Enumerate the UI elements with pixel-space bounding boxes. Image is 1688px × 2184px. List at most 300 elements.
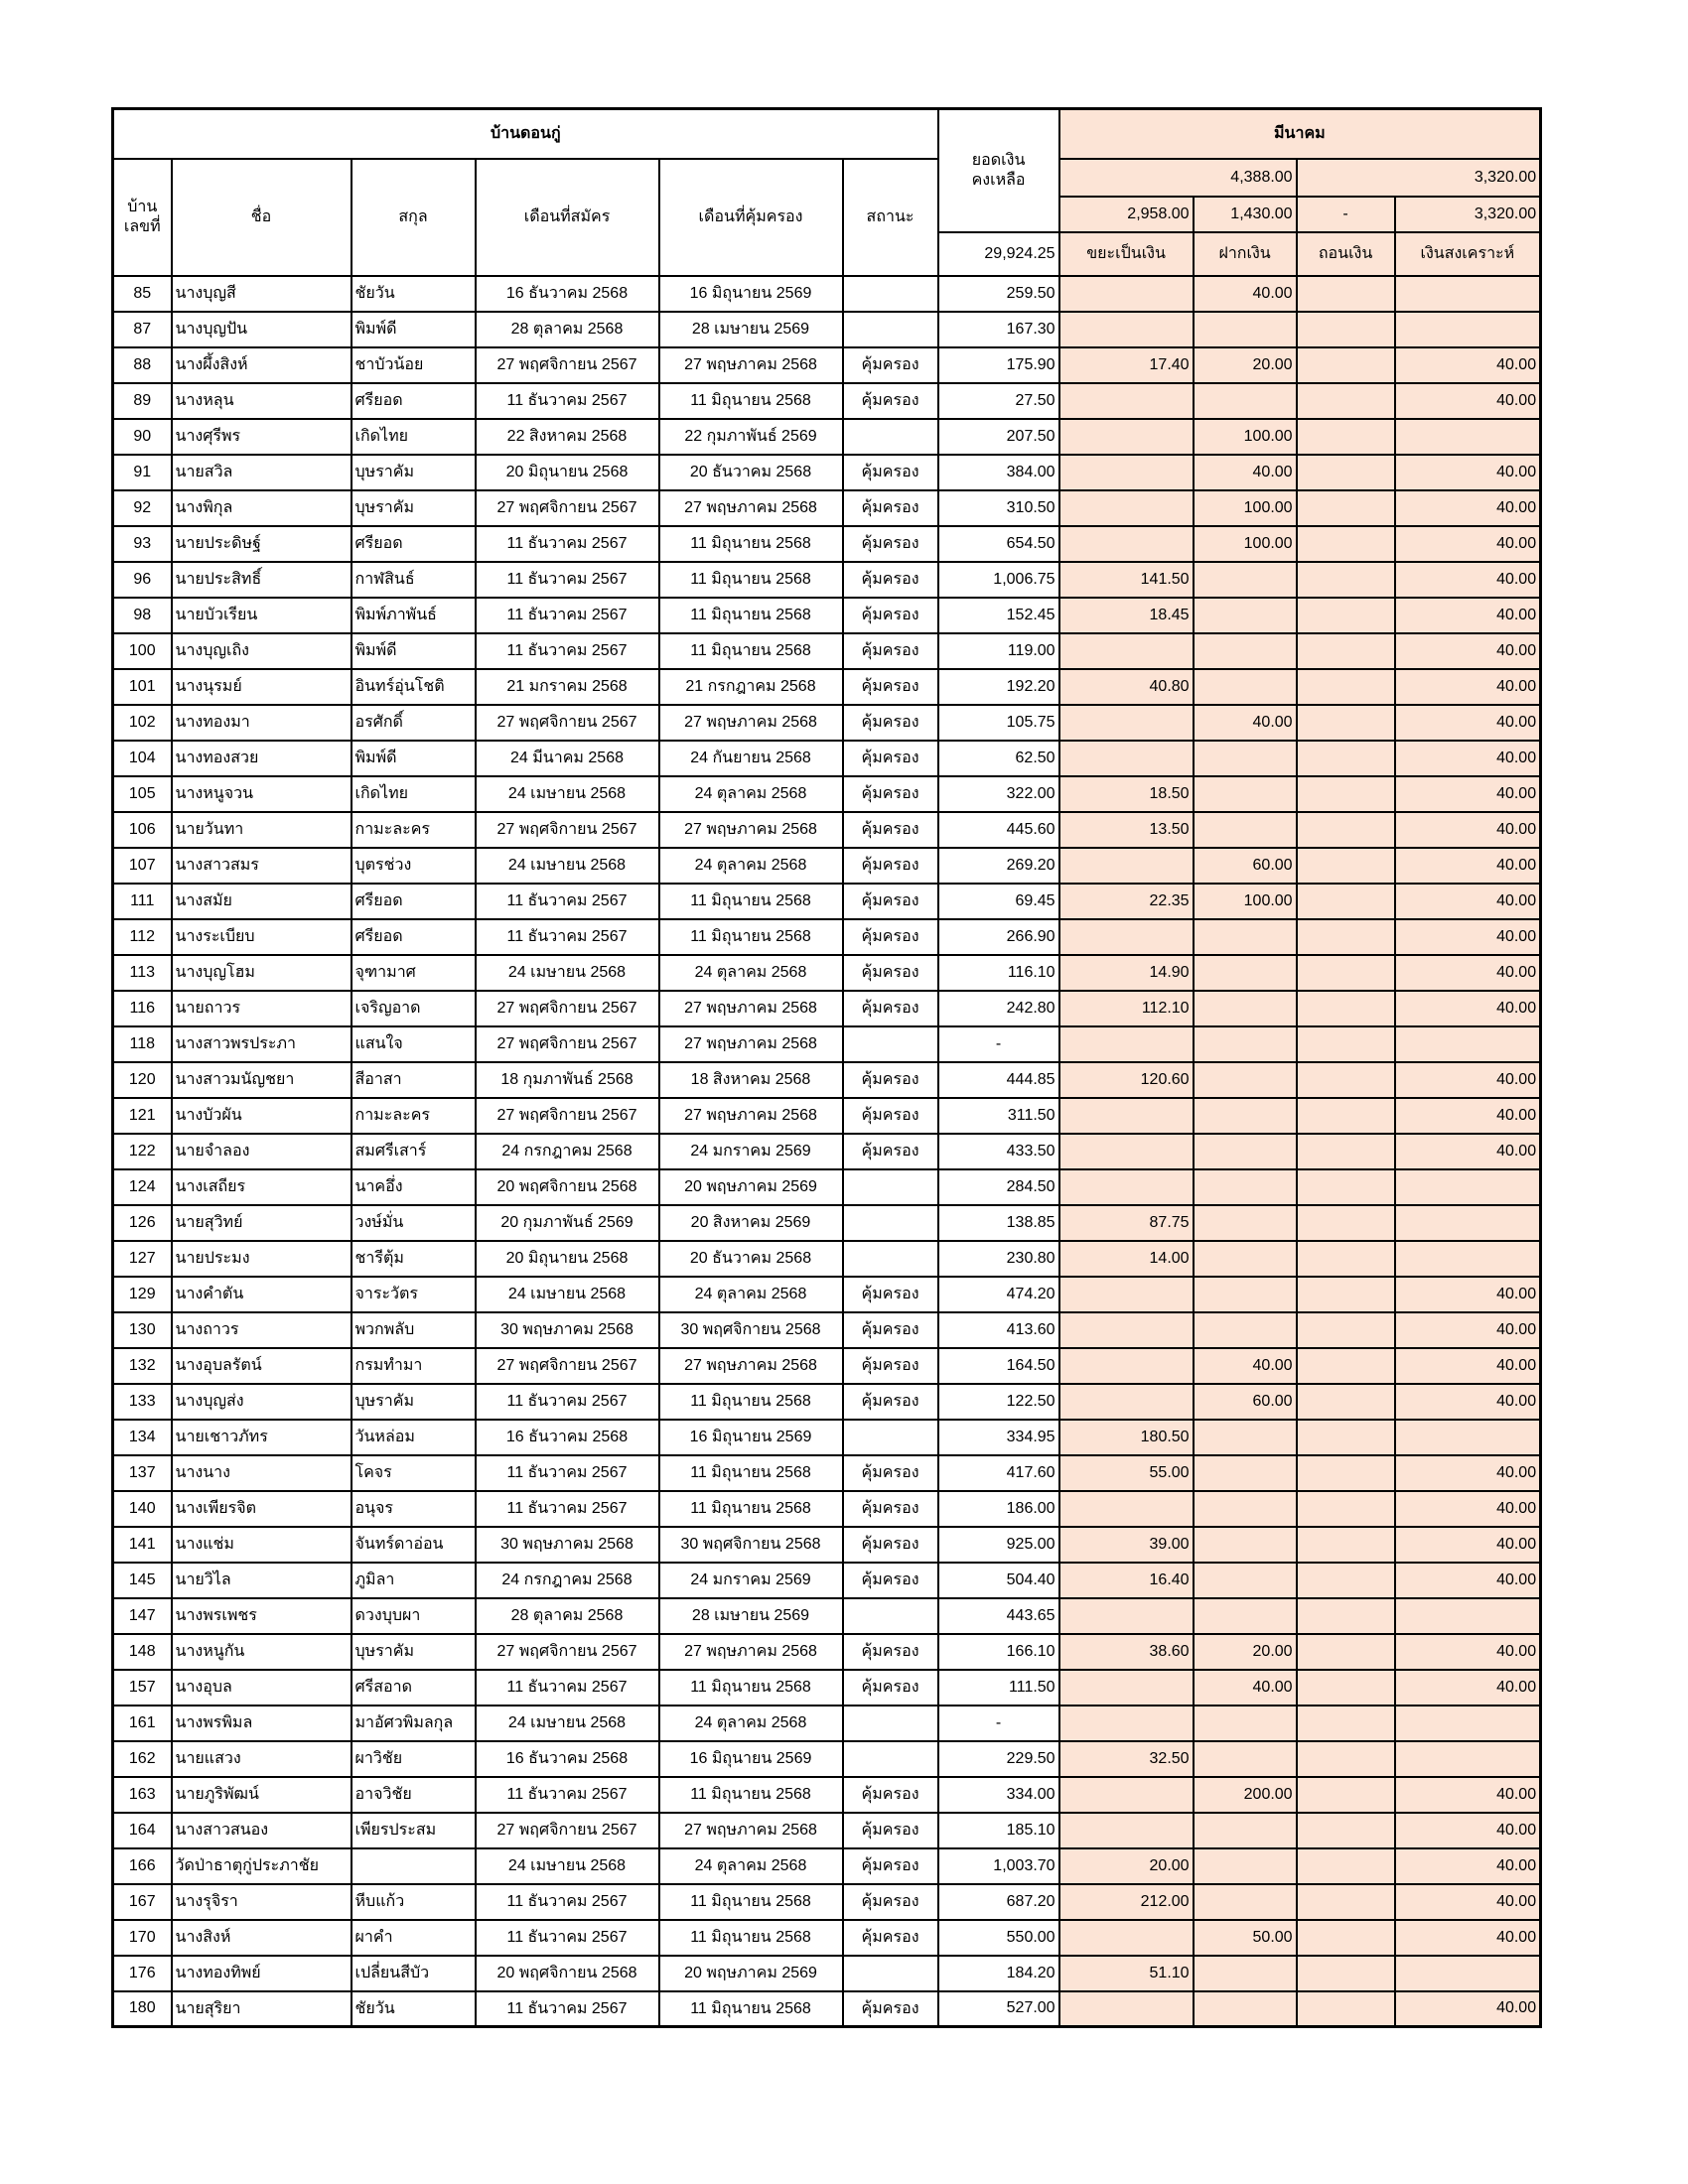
cell-last-name: จาระวัตร	[352, 1277, 476, 1312]
cell-deposit: 40.00	[1194, 705, 1297, 741]
cell-status: คุ้มครอง	[843, 1813, 938, 1848]
cell-welfare: 40.00	[1395, 347, 1541, 383]
cell-waste-money	[1059, 1169, 1194, 1205]
cell-deposit: 40.00	[1194, 455, 1297, 490]
cell-cover-month: 11 มิถุนายน 2568	[659, 598, 843, 633]
cell-last-name: บุตรช่วง	[352, 848, 476, 884]
cell-house-no: 122	[113, 1134, 172, 1169]
cell-cover-month: 11 มิถุนายน 2568	[659, 919, 843, 955]
cell-balance: 322.00	[938, 776, 1059, 812]
cell-withdraw	[1297, 347, 1395, 383]
cell-first-name: นายประสิทธิ์	[172, 562, 352, 598]
cell-waste-money	[1059, 1384, 1194, 1420]
cell-cover-month: 11 มิถุนายน 2568	[659, 1455, 843, 1491]
cell-waste-money: 180.50	[1059, 1420, 1194, 1455]
cell-waste-money: 40.80	[1059, 669, 1194, 705]
col-header-apply-month: เดือนที่สมัคร	[476, 159, 659, 276]
cell-welfare: 40.00	[1395, 955, 1541, 991]
cell-cover-month: 22 กุมภาพันธ์ 2569	[659, 419, 843, 455]
cell-house-no: 85	[113, 276, 172, 312]
cell-withdraw	[1297, 1169, 1395, 1205]
cell-status: คุ้มครอง	[843, 1527, 938, 1563]
page-title: บ้านดอนกู่	[113, 109, 938, 159]
cell-welfare: 40.00	[1395, 991, 1541, 1026]
cell-deposit: 60.00	[1194, 1384, 1297, 1420]
cell-withdraw	[1297, 1241, 1395, 1277]
cell-deposit	[1194, 1527, 1297, 1563]
cell-cover-month: 11 มิถุนายน 2568	[659, 1491, 843, 1527]
cell-last-name: พิมพ์ดี	[352, 741, 476, 776]
cell-deposit	[1194, 1205, 1297, 1241]
cell-deposit	[1194, 1491, 1297, 1527]
cell-apply-month: 24 กรกฎาคม 2568	[476, 1563, 659, 1598]
cell-welfare: 40.00	[1395, 1312, 1541, 1348]
subtotal-welfare: 3,320.00	[1395, 197, 1541, 232]
cell-balance: 266.90	[938, 919, 1059, 955]
cell-withdraw	[1297, 1991, 1395, 2027]
cell-welfare	[1395, 1026, 1541, 1062]
cell-balance: 164.50	[938, 1348, 1059, 1384]
cell-deposit	[1194, 919, 1297, 955]
cell-deposit	[1194, 1026, 1297, 1062]
cell-waste-money	[1059, 848, 1194, 884]
cell-withdraw	[1297, 598, 1395, 633]
cell-apply-month: 21 มกราคม 2568	[476, 669, 659, 705]
cell-welfare	[1395, 419, 1541, 455]
cell-balance: -	[938, 1706, 1059, 1741]
cell-last-name: หีบแก้ว	[352, 1884, 476, 1920]
cell-balance: 230.80	[938, 1241, 1059, 1277]
col-header-cover-month: เดือนที่คุ้มครอง	[659, 159, 843, 276]
cell-status: คุ้มครอง	[843, 1920, 938, 1956]
cell-status: คุ้มครอง	[843, 1062, 938, 1098]
cell-waste-money	[1059, 276, 1194, 312]
table-row	[113, 455, 1541, 490]
cell-deposit: 20.00	[1194, 1634, 1297, 1670]
cell-welfare: 40.00	[1395, 1384, 1541, 1420]
cell-welfare	[1395, 1241, 1541, 1277]
cell-withdraw	[1297, 1920, 1395, 1956]
cell-status	[843, 1169, 938, 1205]
cell-status: คุ้มครอง	[843, 669, 938, 705]
cell-waste-money: 18.50	[1059, 776, 1194, 812]
cell-status: คุ้มครอง	[843, 1563, 938, 1598]
cell-first-name: นายสวิล	[172, 455, 352, 490]
cell-waste-money: 22.35	[1059, 884, 1194, 919]
cell-cover-month: 11 มิถุนายน 2568	[659, 1920, 843, 1956]
cell-status: คุ้มครอง	[843, 1384, 938, 1420]
cell-deposit	[1194, 741, 1297, 776]
cell-house-no: 129	[113, 1277, 172, 1312]
table-row	[113, 848, 1541, 884]
cell-last-name: มาอัศวพิมลกุล	[352, 1706, 476, 1741]
cell-deposit	[1194, 1848, 1297, 1884]
cell-last-name: ศรีสอาด	[352, 1670, 476, 1706]
cell-last-name: กามะละคร	[352, 1098, 476, 1134]
cell-last-name: บุษราคัม	[352, 1634, 476, 1670]
cell-balance: 474.20	[938, 1277, 1059, 1312]
table-row	[113, 1527, 1541, 1563]
cell-last-name: ภูมิลา	[352, 1563, 476, 1598]
cell-status	[843, 1741, 938, 1777]
cell-withdraw	[1297, 741, 1395, 776]
cell-last-name: นาคอึ่ง	[352, 1169, 476, 1205]
cell-status: คุ้มครอง	[843, 1848, 938, 1884]
cell-deposit	[1194, 955, 1297, 991]
cell-deposit	[1194, 1241, 1297, 1277]
subtotal-withdraw: -	[1297, 197, 1395, 232]
cell-waste-money	[1059, 741, 1194, 776]
cell-withdraw	[1297, 1527, 1395, 1563]
cell-welfare: 40.00	[1395, 776, 1541, 812]
cell-house-no: 166	[113, 1848, 172, 1884]
cell-apply-month: 11 ธันวาคม 2567	[476, 1884, 659, 1920]
cell-welfare: 40.00	[1395, 1134, 1541, 1169]
table-row	[113, 1884, 1541, 1920]
cell-first-name: นางระเบียบ	[172, 919, 352, 955]
cell-last-name: กรมทำมา	[352, 1348, 476, 1384]
table-row	[113, 1134, 1541, 1169]
cell-last-name: วันหล่อม	[352, 1420, 476, 1455]
cell-apply-month: 24 เมษายน 2568	[476, 1706, 659, 1741]
cell-withdraw	[1297, 884, 1395, 919]
cell-house-no: 145	[113, 1563, 172, 1598]
cell-status: คุ้มครอง	[843, 741, 938, 776]
cell-house-no: 133	[113, 1384, 172, 1420]
cell-status: คุ้มครอง	[843, 383, 938, 419]
cell-last-name: สีอาสา	[352, 1062, 476, 1098]
cell-balance: 417.60	[938, 1455, 1059, 1491]
cell-waste-money	[1059, 490, 1194, 526]
cell-waste-money: 112.10	[1059, 991, 1194, 1026]
cell-withdraw	[1297, 1348, 1395, 1384]
cell-welfare: 40.00	[1395, 1777, 1541, 1813]
cell-waste-money	[1059, 1920, 1194, 1956]
cell-status: คุ้มครอง	[843, 347, 938, 383]
cell-apply-month: 24 กรกฎาคม 2568	[476, 1134, 659, 1169]
cell-last-name: ผาวิชัย	[352, 1741, 476, 1777]
cell-withdraw	[1297, 1491, 1395, 1527]
cell-balance: 1,006.75	[938, 562, 1059, 598]
cell-status: คุ้มครอง	[843, 848, 938, 884]
table-row	[113, 1813, 1541, 1848]
cell-cover-month: 11 มิถุนายน 2568	[659, 383, 843, 419]
cell-first-name: นางพิกุล	[172, 490, 352, 526]
cell-waste-money	[1059, 526, 1194, 562]
cell-first-name: นางสิงห์	[172, 1920, 352, 1956]
cell-house-no: 91	[113, 455, 172, 490]
cell-waste-money	[1059, 633, 1194, 669]
cell-last-name: อนุจร	[352, 1491, 476, 1527]
table-row	[113, 1348, 1541, 1384]
cell-apply-month: 18 กุมภาพันธ์ 2568	[476, 1062, 659, 1098]
table-row	[113, 776, 1541, 812]
cell-deposit	[1194, 1741, 1297, 1777]
cell-house-no: 101	[113, 669, 172, 705]
cell-first-name: นางพรพิมล	[172, 1706, 352, 1741]
cell-first-name: นางหนูจวน	[172, 776, 352, 812]
table-row	[113, 1991, 1541, 2027]
cell-withdraw	[1297, 991, 1395, 1026]
cell-house-no: 107	[113, 848, 172, 884]
cell-first-name: นางสาวสมร	[172, 848, 352, 884]
cell-apply-month: 27 พฤศจิกายน 2567	[476, 1813, 659, 1848]
cell-last-name: ดวงบุบผา	[352, 1598, 476, 1634]
cell-balance: 138.85	[938, 1205, 1059, 1241]
cell-last-name: ศรียอด	[352, 526, 476, 562]
table-row	[113, 383, 1541, 419]
cell-apply-month: 11 ธันวาคม 2567	[476, 1920, 659, 1956]
cell-apply-month: 11 ธันวาคม 2567	[476, 562, 659, 598]
cell-first-name: นางนาง	[172, 1455, 352, 1491]
cell-deposit	[1194, 1098, 1297, 1134]
cell-cover-month: 16 มิถุนายน 2569	[659, 276, 843, 312]
cell-deposit	[1194, 1884, 1297, 1920]
cell-welfare	[1395, 1420, 1541, 1455]
cell-withdraw	[1297, 1884, 1395, 1920]
cell-withdraw	[1297, 848, 1395, 884]
cell-balance: 504.40	[938, 1563, 1059, 1598]
cell-last-name: เกิดไทย	[352, 776, 476, 812]
cell-balance: 175.90	[938, 347, 1059, 383]
cell-first-name: นางบุญเถิง	[172, 633, 352, 669]
cell-cover-month: 30 พฤศจิกายน 2568	[659, 1527, 843, 1563]
cell-apply-month: 24 มีนาคม 2568	[476, 741, 659, 776]
cell-withdraw	[1297, 1813, 1395, 1848]
cell-first-name: นางอุบล	[172, 1670, 352, 1706]
cell-last-name: ศรียอด	[352, 919, 476, 955]
cell-deposit	[1194, 1563, 1297, 1598]
cell-welfare	[1395, 1598, 1541, 1634]
cell-withdraw	[1297, 1848, 1395, 1884]
cell-deposit	[1194, 991, 1297, 1026]
cell-waste-money: 141.50	[1059, 562, 1194, 598]
table-row	[113, 1634, 1541, 1670]
cell-apply-month: 27 พฤศจิกายน 2567	[476, 1098, 659, 1134]
cell-house-no: 120	[113, 1062, 172, 1098]
cell-status: คุ้มครอง	[843, 633, 938, 669]
cell-waste-money: 13.50	[1059, 812, 1194, 848]
cell-status: คุ้มครอง	[843, 455, 938, 490]
cell-house-no: 111	[113, 884, 172, 919]
cell-first-name: นางบัวผัน	[172, 1098, 352, 1134]
cell-cover-month: 24 กันยายน 2568	[659, 741, 843, 776]
cell-welfare: 40.00	[1395, 598, 1541, 633]
table-row	[113, 1062, 1541, 1098]
table-row	[113, 1277, 1541, 1312]
cell-cover-month: 24 ตุลาคม 2568	[659, 955, 843, 991]
table-row	[113, 1384, 1541, 1420]
cell-waste-money: 55.00	[1059, 1455, 1194, 1491]
table-row	[113, 1920, 1541, 1956]
cell-balance: 925.00	[938, 1527, 1059, 1563]
cell-balance: 27.50	[938, 383, 1059, 419]
cell-cover-month: 28 เมษายน 2569	[659, 312, 843, 347]
cell-first-name: นางบุญส่ง	[172, 1384, 352, 1420]
cell-first-name: วัดป่าธาตุกู่ประภาชัย	[172, 1848, 352, 1884]
cell-welfare: 40.00	[1395, 669, 1541, 705]
table-row	[113, 1598, 1541, 1634]
cell-status: คุ้มครอง	[843, 705, 938, 741]
table-row	[113, 669, 1541, 705]
cell-waste-money	[1059, 1777, 1194, 1813]
cell-waste-money	[1059, 1813, 1194, 1848]
cell-balance: 119.00	[938, 633, 1059, 669]
cell-cover-month: 27 พฤษภาคม 2568	[659, 1348, 843, 1384]
cell-waste-money	[1059, 1098, 1194, 1134]
cell-waste-money: 120.60	[1059, 1062, 1194, 1098]
cell-cover-month: 24 ตุลาคม 2568	[659, 1706, 843, 1741]
cell-last-name: กามะละคร	[352, 812, 476, 848]
cell-house-no: 134	[113, 1420, 172, 1455]
cell-waste-money	[1059, 1312, 1194, 1348]
cell-last-name: บุษราคัม	[352, 455, 476, 490]
cell-house-no: 140	[113, 1491, 172, 1527]
cell-waste-money	[1059, 705, 1194, 741]
cell-house-no: 130	[113, 1312, 172, 1348]
table-row	[113, 812, 1541, 848]
cell-status	[843, 312, 938, 347]
cell-waste-money	[1059, 919, 1194, 955]
cell-status: คุ้มครอง	[843, 1777, 938, 1813]
cell-waste-money	[1059, 1706, 1194, 1741]
cell-cover-month: 24 ตุลาคม 2568	[659, 1277, 843, 1312]
table-row	[113, 741, 1541, 776]
col-header-first-name: ชื่อ	[172, 159, 352, 276]
table-row	[113, 1777, 1541, 1813]
table-row	[113, 884, 1541, 919]
cell-status: คุ้มครอง	[843, 1348, 938, 1384]
cell-first-name: นางเพียรจิต	[172, 1491, 352, 1527]
cell-last-name: พิมพ์ภาพันธ์	[352, 598, 476, 633]
cell-last-name: พิมพ์ดี	[352, 312, 476, 347]
cell-first-name: นางสมัย	[172, 884, 352, 919]
cell-withdraw	[1297, 1706, 1395, 1741]
cell-cover-month: 27 พฤษภาคม 2568	[659, 1026, 843, 1062]
cell-house-no: 164	[113, 1813, 172, 1848]
cell-house-no: 148	[113, 1634, 172, 1670]
cell-withdraw	[1297, 705, 1395, 741]
cell-waste-money	[1059, 1491, 1194, 1527]
cell-balance: 443.65	[938, 1598, 1059, 1634]
table-row	[113, 1491, 1541, 1527]
cell-cover-month: 27 พฤษภาคม 2568	[659, 347, 843, 383]
cell-status: คุ้มครอง	[843, 812, 938, 848]
cell-last-name: ศรียอด	[352, 884, 476, 919]
table-row	[113, 419, 1541, 455]
cell-cover-month: 11 มิถุนายน 2568	[659, 562, 843, 598]
cell-first-name: นางคำตัน	[172, 1277, 352, 1312]
cell-cover-month: 27 พฤษภาคม 2568	[659, 705, 843, 741]
cell-welfare: 40.00	[1395, 1884, 1541, 1920]
cell-cover-month: 11 มิถุนายน 2568	[659, 526, 843, 562]
cell-house-no: 176	[113, 1956, 172, 1991]
cell-apply-month: 24 เมษายน 2568	[476, 848, 659, 884]
cell-deposit	[1194, 633, 1297, 669]
cell-status	[843, 1205, 938, 1241]
member-ledger-table	[111, 107, 1542, 2028]
table-row	[113, 1848, 1541, 1884]
cell-first-name: นายวันทา	[172, 812, 352, 848]
cell-apply-month: 11 ธันวาคม 2567	[476, 633, 659, 669]
cell-welfare	[1395, 1741, 1541, 1777]
cell-waste-money: 20.00	[1059, 1848, 1194, 1884]
cell-apply-month: 11 ธันวาคม 2567	[476, 1455, 659, 1491]
cell-house-no: 113	[113, 955, 172, 991]
cell-first-name: นางแช่ม	[172, 1527, 352, 1563]
cell-first-name: นายภูริพัฒน์	[172, 1777, 352, 1813]
cell-deposit	[1194, 1455, 1297, 1491]
table-row	[113, 1455, 1541, 1491]
cell-first-name: นางสาวสนอง	[172, 1813, 352, 1848]
cell-deposit: 60.00	[1194, 848, 1297, 884]
cell-deposit	[1194, 776, 1297, 812]
cell-last-name: บุษราคัม	[352, 490, 476, 526]
table-row	[113, 276, 1541, 312]
cell-apply-month: 11 ธันวาคม 2567	[476, 383, 659, 419]
cell-deposit: 100.00	[1194, 490, 1297, 526]
cell-first-name: นางบุญปัน	[172, 312, 352, 347]
col-header-withdraw: ถอนเงิน	[1297, 232, 1395, 276]
cell-status: คุ้มครอง	[843, 1634, 938, 1670]
cell-welfare: 40.00	[1395, 455, 1541, 490]
cell-last-name: เพียรประสม	[352, 1813, 476, 1848]
table-row	[113, 490, 1541, 526]
cell-first-name: นางอุบลรัตน์	[172, 1348, 352, 1384]
cell-balance: 687.20	[938, 1884, 1059, 1920]
cell-apply-month: 27 พฤศจิกายน 2567	[476, 812, 659, 848]
cell-status: คุ้มครอง	[843, 955, 938, 991]
cell-withdraw	[1297, 1956, 1395, 1991]
cell-welfare: 40.00	[1395, 848, 1541, 884]
cell-house-no: 127	[113, 1241, 172, 1277]
header-row-2	[113, 159, 1541, 197]
cell-withdraw	[1297, 419, 1395, 455]
cell-first-name: นางบุญโฮม	[172, 955, 352, 991]
cell-status: คุ้มครอง	[843, 1991, 938, 2027]
cell-cover-month: 16 มิถุนายน 2569	[659, 1741, 843, 1777]
cell-apply-month: 27 พฤศจิกายน 2567	[476, 1634, 659, 1670]
cell-status: คุ้มครอง	[843, 991, 938, 1026]
cell-welfare: 40.00	[1395, 705, 1541, 741]
cell-welfare: 40.00	[1395, 562, 1541, 598]
cell-apply-month: 11 ธันวาคม 2567	[476, 919, 659, 955]
subtotal-deposit: 1,430.00	[1194, 197, 1297, 232]
balance-label-line1: ยอดเงิน	[971, 151, 1026, 169]
cell-waste-money: 87.75	[1059, 1205, 1194, 1241]
cell-waste-money: 51.10	[1059, 1956, 1194, 1991]
cell-cover-month: 24 ตุลาคม 2568	[659, 1848, 843, 1884]
cell-last-name: ผาคำ	[352, 1920, 476, 1956]
cell-apply-month: 11 ธันวาคม 2567	[476, 598, 659, 633]
table-row	[113, 991, 1541, 1026]
cell-welfare: 40.00	[1395, 1277, 1541, 1312]
cell-house-no: 116	[113, 991, 172, 1026]
cell-balance: 284.50	[938, 1169, 1059, 1205]
cell-welfare: 40.00	[1395, 812, 1541, 848]
cell-balance: 105.75	[938, 705, 1059, 741]
cell-house-no: 163	[113, 1777, 172, 1813]
cell-deposit	[1194, 1169, 1297, 1205]
table-row	[113, 1420, 1541, 1455]
cell-balance: 334.95	[938, 1420, 1059, 1455]
cell-last-name: แสนใจ	[352, 1026, 476, 1062]
cell-withdraw	[1297, 1670, 1395, 1706]
cell-last-name: วงษ์มั่น	[352, 1205, 476, 1241]
cell-withdraw	[1297, 276, 1395, 312]
cell-apply-month: 11 ธันวาคม 2567	[476, 1491, 659, 1527]
cell-deposit	[1194, 1956, 1297, 1991]
